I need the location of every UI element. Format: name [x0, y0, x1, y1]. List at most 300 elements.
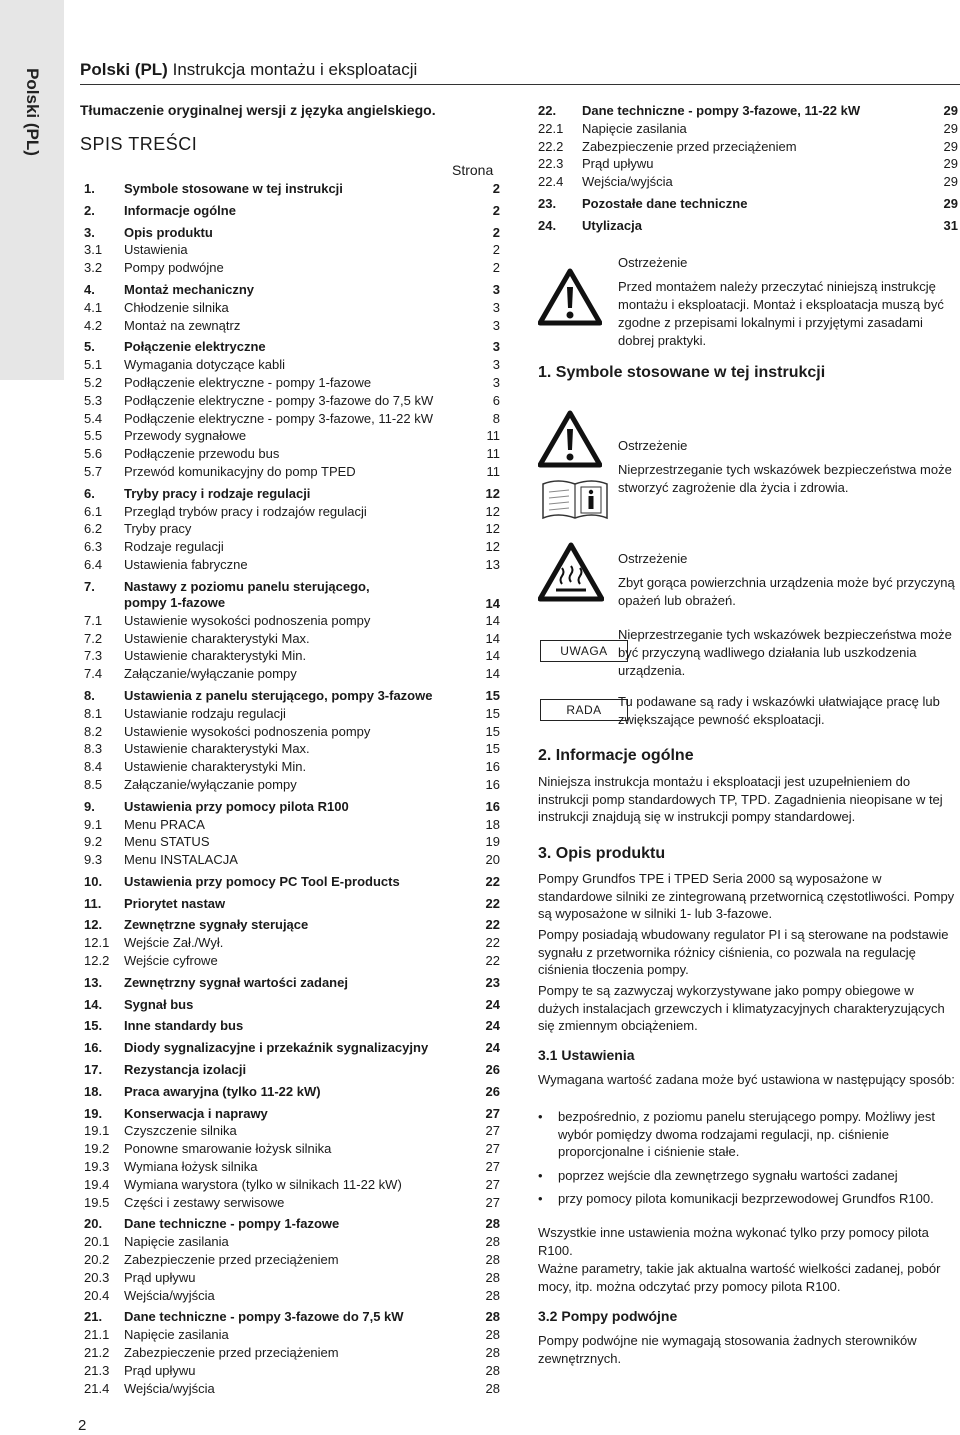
toc-entry: [80, 281, 500, 299]
toc-entry-title: Ustawienia: [124, 242, 188, 258]
toc-entry-title: Wymiana warystora (tylko w silnikach 11-22 kW): [124, 1176, 402, 1192]
toc-entry-page: 14: [485, 648, 500, 664]
toc-entry-num: 6.: [84, 485, 95, 501]
toc-entry-page: 14: [485, 612, 500, 628]
toc-entry-num: 22.4: [538, 174, 564, 190]
toc-entry-page: 29: [943, 120, 958, 136]
toc-entry-num: 11.: [84, 895, 102, 911]
rada-text: Tu podawane są rady i wskazówki ułatwiające pracę lub zwiększające pewność eksploatacji.: [618, 694, 940, 727]
list-item: • poprzez wejście dla zewnętrzego sygnału wartości zadanej: [538, 1167, 958, 1185]
toc-entry-title: Informacje ogólne: [124, 202, 236, 218]
toc-entry-title: Prąd upływu: [582, 156, 654, 172]
toc-entry-title: Ustawienia fabryczne: [124, 556, 248, 572]
toc-entry: [80, 612, 500, 630]
toc-entry-num: 12.: [84, 917, 103, 933]
toc-entry-page: 14: [485, 666, 500, 682]
toc-entry-page: 22: [485, 953, 500, 969]
toc-entry-num: 22.1: [538, 120, 564, 136]
toc-entry: [80, 463, 500, 481]
toc-entry-page: 3: [492, 281, 500, 297]
toc-entry-num: 19.3: [84, 1159, 110, 1175]
toc-entry-num: 12.1: [84, 935, 110, 951]
toc-entry-title: Montaż na zewnątrz: [124, 317, 241, 333]
section-3-paragraph-3: Pompy te są zazwyczaj wykorzystywane jako pompy obiegowe w dużych instalacjach grzewczych i klimatyzacyjnych charakteryzujących się zmiennym obciążeniem.: [538, 983, 945, 1033]
toc-entry-num: 21.1: [84, 1327, 110, 1343]
toc-entry-num: 9.3: [84, 852, 103, 868]
toc-entry: [80, 1061, 500, 1079]
toc-entry-num: 7.2: [84, 630, 103, 646]
toc-entry-num: 6.4: [84, 556, 103, 572]
toc-entry-title: Wejście Zał./Wył.: [124, 935, 224, 951]
toc-entry-title: Praca awaryjna (tylko 11-22 kW): [124, 1083, 321, 1099]
toc-entry: [80, 410, 500, 428]
toc-page-header: Strona: [452, 162, 494, 178]
toc-entry-page: 26: [485, 1083, 500, 1099]
toc-entry-num: 10.: [84, 873, 103, 889]
toc-entry-page: 11: [486, 446, 500, 462]
toc-entry-num: 4.: [84, 281, 95, 297]
toc-entry-page: 3: [492, 374, 500, 390]
toc-entry-page: 2: [492, 260, 500, 276]
table-of-contents-left: [80, 180, 500, 1397]
toc-entry-page: 27: [485, 1141, 500, 1157]
toc-entry-title: Ustawianie rodzaju regulacji: [124, 705, 286, 721]
toc-entry-page: 28: [485, 1234, 500, 1250]
toc-entry-page: 3: [492, 357, 500, 373]
toc-entry-title: Symbole stosowane w tej instrukcji: [124, 181, 343, 196]
toc-entry-title: Podłączenie przewodu bus: [124, 446, 280, 462]
toc-entry-page: 12: [485, 485, 500, 501]
section-3-2-text: Pompy podwójne nie wymagają stosowania żadnych sterowników zewnętrznych.: [538, 1333, 917, 1366]
toc-entry-title: Przewody sygnałowe: [124, 428, 247, 444]
toc-entry-page: 29: [943, 195, 958, 211]
toc-entry: [80, 317, 500, 335]
toc-entry-num: 5.3: [84, 392, 103, 408]
toc-entry-title: Rezystancja izolacji: [124, 1062, 247, 1078]
toc-entry: [80, 299, 500, 317]
toc-entry: [80, 776, 500, 794]
toc-entry: [80, 851, 500, 869]
toc-entry-num: 7.: [84, 578, 95, 594]
page-number: 2: [78, 1417, 87, 1434]
toc-entry: [80, 180, 500, 198]
toc-entry-num: 21.2: [84, 1345, 110, 1361]
toc-entry: [80, 996, 500, 1014]
toc-entry: [80, 485, 500, 503]
toc-entry-page: 19: [485, 834, 500, 850]
toc-entry-page: 28: [485, 1380, 500, 1396]
toc-entry: [80, 520, 500, 538]
warning-text: Nieprzestrzeganie tych wskazówek bezpieczeństwa może stworzyć zagrożenie dla życia i zdrowia.: [618, 462, 952, 495]
toc-entry-num: 24.: [538, 217, 557, 233]
toc-entry-num: 16.: [84, 1040, 103, 1056]
toc-entry: [80, 816, 500, 834]
toc-entry: [80, 427, 500, 445]
toc-entry: [538, 195, 958, 213]
toc-entry-num: 9.1: [84, 816, 103, 832]
toc-entry-title: Napięcie zasilania: [124, 1234, 229, 1250]
toc-entry-page: 28: [485, 1269, 500, 1285]
toc-entry-title: Podłączenie elektryczne - pompy 1-fazowe: [124, 374, 372, 390]
section-3-2-title: 3.2 Pompy podwójne: [538, 1308, 678, 1324]
toc-entry: [80, 1105, 500, 1123]
toc-entry-num: 8.2: [84, 723, 103, 739]
toc-entry: [538, 173, 958, 191]
toc-entry: [80, 241, 500, 259]
toc-entry-title: Ustawienie charakterystyki Min.: [124, 648, 307, 664]
section-1-title: 1. Symbole stosowane w tej instrukcji: [538, 364, 826, 381]
toc-entry: [80, 224, 500, 242]
toc-entry-title: Rodzaje regulacji: [124, 539, 224, 555]
toc-entry-page: 12: [485, 521, 500, 537]
toc-entry-num: 7.3: [84, 648, 103, 664]
toc-entry-title: Ustawienia przy pomocy pilota R100: [124, 798, 349, 814]
toc-entry: [80, 1140, 500, 1158]
toc-entry-page: 20: [485, 852, 500, 868]
toc-entry-page: 24: [485, 1018, 500, 1034]
toc-entry-page: 16: [485, 776, 500, 792]
toc-entry-num: 20.3: [84, 1269, 110, 1285]
toc-entry: [80, 556, 500, 574]
toc-entry: [80, 952, 500, 970]
toc-entry-num: 5.2: [84, 374, 103, 390]
toc-entry-num: 12.2: [84, 953, 110, 969]
section-3-1-paragraph-2: Ważne parametry, takie jak aktualna wartość wielkości zadanej, pobór mocy, itp. można odczytać przy pomocy pilota R100.: [538, 1261, 941, 1294]
toc-entry-num: 5.7: [84, 463, 103, 479]
toc-entry-num: 9.: [84, 798, 95, 814]
toc-entry-num: 19.1: [84, 1123, 110, 1139]
toc-entry-num: 7.1: [84, 612, 103, 628]
toc-entry-num: 21.3: [84, 1362, 110, 1378]
toc-entry: [80, 723, 500, 741]
toc-entry-page: 2: [492, 181, 500, 196]
toc-entry-num: 8.1: [84, 705, 103, 721]
toc-entry-title: Konserwacja i naprawy: [124, 1105, 268, 1121]
table-of-contents-right: [538, 102, 958, 235]
toc-entry-page: 27: [485, 1123, 500, 1139]
toc-entry-num: 17.: [84, 1062, 103, 1078]
toc-entry-page: 28: [485, 1327, 500, 1343]
toc-entry: [80, 758, 500, 776]
toc-entry-page: 14: [485, 595, 500, 611]
toc-entry-page: 28: [485, 1362, 500, 1378]
toc-entry-title: Nastawy z poziomu panelu sterującego, pompy 1-fazowe: [124, 578, 370, 610]
toc-entry-page: 23: [485, 974, 500, 990]
toc-entry: [80, 1380, 500, 1398]
toc-entry-title: Ustawienia z panelu sterującego, pompy 3-fazowe: [124, 687, 433, 703]
toc-entry-num: 5.5: [84, 428, 103, 444]
toc-entry: [80, 1269, 500, 1287]
rada-tag: RADA: [540, 699, 628, 721]
toc-entry-page: 28: [485, 1309, 500, 1325]
toc-entry: [80, 833, 500, 851]
toc-entry: [80, 974, 500, 992]
toc-entry: [80, 338, 500, 356]
toc-entry-page: 3: [492, 317, 500, 333]
toc-entry-title: Priorytet nastaw: [124, 895, 226, 911]
toc-entry: [80, 202, 500, 220]
toc-entry: [80, 916, 500, 934]
toc-entry: [80, 445, 500, 463]
section-3-paragraph-1: Pompy Grundfos TPE i TPED Seria 2000 są wyposażone w standardowe silniki ze zintegrowaną przetwornicą częstotliwości. Pompy są wyposażone w silniki 1- lub 3-fazowe.: [538, 871, 955, 921]
toc-entry-page: 8: [492, 410, 500, 426]
toc-entry-title: Podłączenie elektryczne - pompy 3-fazowe, 11-22 kW: [124, 410, 434, 426]
toc-entry: [538, 217, 958, 235]
toc-entry-page: 31: [943, 217, 958, 233]
toc-entry-page: 22: [485, 873, 500, 889]
toc-entry-title: Wejścia/wyjścia: [124, 1380, 215, 1396]
toc-entry: [80, 798, 500, 816]
toc-entry-title: Menu STATUS: [124, 834, 210, 850]
toc-entry: [80, 687, 500, 705]
toc-entry-page: 6: [492, 392, 500, 408]
toc-entry-title: Napięcie zasilania: [124, 1327, 229, 1343]
toc-entry-page: 12: [485, 539, 500, 555]
toc-entry-title: Tryby pracy i rodzaje regulacji: [124, 485, 311, 501]
toc-entry: [80, 1017, 500, 1035]
warning-label: Ostrzeżenie: [618, 551, 688, 566]
toc-entry-page: 29: [943, 138, 958, 154]
toc-entry-num: 7.4: [84, 666, 103, 682]
toc-entry-title: Wejścia/wyjścia: [124, 1287, 215, 1303]
toc-entry: [80, 259, 500, 277]
language-side-label: Polski (PL): [23, 68, 42, 156]
toc-entry-page: 14: [485, 630, 500, 646]
toc-entry-page: 15: [485, 705, 500, 721]
read-manual-icon: [540, 478, 610, 522]
toc-entry-page: 26: [485, 1062, 500, 1078]
toc-entry-page: 28: [485, 1216, 500, 1232]
toc-entry-title: Prąd upływu: [124, 1269, 196, 1285]
toc-entry-num: 21.: [84, 1309, 103, 1325]
toc-entry: [538, 155, 958, 173]
toc-entry-title: Menu INSTALACJA: [124, 852, 238, 868]
toc-entry-page: 2: [492, 224, 500, 240]
toc-entry: [80, 1215, 500, 1233]
toc-entry-num: 22.3: [538, 156, 564, 172]
toc-entry-page: 22: [485, 935, 500, 951]
toc-entry-title: Ustawienia przy pomocy PC Tool E-products: [124, 873, 400, 889]
toc-entry: [80, 356, 500, 374]
toc-entry-num: 5.6: [84, 446, 103, 462]
toc-entry-title: Dane techniczne - pompy 1-fazowe: [124, 1216, 340, 1232]
toc-entry-title: Menu PRACA: [124, 816, 205, 832]
warning-triangle-icon: [538, 268, 602, 326]
toc-entry: [80, 630, 500, 648]
toc-entry-num: 5.: [84, 339, 95, 355]
toc-entry-num: 4.1: [84, 299, 103, 315]
toc-entry-title: Zewnętrzny sygnał wartości zadanej: [124, 974, 348, 990]
toc-entry-title: Zabezpieczenie przed przeciążeniem: [124, 1252, 339, 1268]
toc-entry-num: 8.: [84, 687, 95, 703]
toc-entry-num: 5.4: [84, 410, 103, 426]
header-title: Instrukcja montażu i eksploatacji: [172, 60, 418, 79]
toc-entry-page: 28: [485, 1287, 500, 1303]
toc-entry-title: Tryby pracy: [124, 521, 192, 537]
toc-entry-num: 8.5: [84, 776, 103, 792]
toc-entry-title: Wymiana łożysk silnika: [124, 1159, 258, 1175]
section-2-title: 2. Informacje ogólne: [538, 747, 694, 764]
toc-entry: [80, 705, 500, 723]
toc-entry-num: 20.4: [84, 1287, 110, 1303]
toc-entry-page: 13: [485, 556, 500, 572]
toc-entry-num: 4.2: [84, 317, 103, 333]
toc-entry-title: Sygnał bus: [124, 996, 194, 1012]
toc-entry-title: Ponowne smarowanie łożysk silnika: [124, 1141, 332, 1157]
toc-entry-title: Ustawienie wysokości podnoszenia pompy: [124, 723, 371, 739]
toc-entry-num: 2.: [84, 202, 95, 218]
toc-entry-page: 29: [943, 156, 958, 172]
toc-entry: [80, 1194, 500, 1212]
toc-entry-num: 19.: [84, 1105, 103, 1121]
toc-entry-title: Pompy podwójne: [124, 260, 224, 276]
toc-entry: [538, 120, 958, 138]
toc-entry-page: 22: [485, 917, 500, 933]
toc-entry: [80, 1287, 500, 1305]
toc-entry: [80, 1308, 500, 1326]
header-divider: [80, 84, 960, 85]
section-2-text: Niniejsza instrukcja montażu i eksploatacji jest uzupełnieniem do instrukcji pomp standardowych TP, TPD. Zagadnienia nieopisane w tej instrukcji znajdują się w instrukcji pompy standardowej.: [538, 774, 943, 824]
toc-entry-num: 6.2: [84, 521, 103, 537]
section-3-title: 3. Opis produktu: [538, 845, 666, 862]
toc-entry-num: 1.: [84, 181, 95, 196]
toc-entry-title: Ustawienie charakterystyki Min.: [124, 759, 307, 775]
toc-entry-num: 8.3: [84, 741, 103, 757]
toc-entry: [80, 503, 500, 521]
hot-surface-icon: [538, 542, 604, 602]
toc-entry-title: Diody sygnalizacyjne i przekaźnik sygnalizacyjny: [124, 1040, 429, 1056]
toc-entry-page: 29: [943, 174, 958, 190]
toc-entry: [80, 392, 500, 410]
toc-entry-num: 13.: [84, 974, 103, 990]
toc-entry-num: 3.: [84, 224, 95, 240]
toc-entry-title: Zewnętrzne sygnały sterujące: [124, 917, 309, 933]
toc-entry-title: Czyszczenie silnika: [124, 1123, 237, 1139]
toc-entry-title: Zabezpieczenie przed przeciążeniem: [124, 1345, 339, 1361]
toc-entry-page: 24: [485, 1040, 500, 1056]
section-3-1-title: 3.1 Ustawienia: [538, 1047, 635, 1063]
toc-entry-title: Podłączenie elektryczne - pompy 3-fazowe do 7,5 kW: [124, 392, 434, 408]
toc-entry-num: 20.: [84, 1216, 103, 1232]
toc-entry-num: 6.1: [84, 503, 103, 519]
toc-entry-page: 27: [485, 1105, 500, 1121]
warning-text: Przed montażem należy przeczytać niniejszą instrukcję montażu i eksploatacji. Montaż i eksploatacja muszą być zgodne z przepisami lokalnymi i przyjętymi zasadami dobrej praktyki.: [618, 279, 944, 348]
toc-entry-page: 3: [492, 339, 500, 355]
toc-entry: [80, 538, 500, 556]
toc-entry-title: Ustawienie charakterystyki Max.: [124, 741, 310, 757]
toc-entry-page: 27: [485, 1159, 500, 1175]
toc-entry: [538, 102, 958, 120]
language-side-tab: [0, 0, 64, 380]
toc-entry-page: 27: [485, 1176, 500, 1192]
translation-note: Tłumaczenie oryginalnej wersji z języka angielskiego.: [80, 102, 436, 118]
toc-entry-page: 24: [485, 996, 500, 1012]
toc-entry-num: 14.: [84, 996, 103, 1012]
toc-entry-title: Inne standardy bus: [124, 1018, 244, 1034]
toc-entry-page: 11: [486, 463, 500, 479]
toc-entry-page: 27: [485, 1194, 500, 1210]
toc-entry-title: Napięcie zasilania: [582, 120, 687, 136]
toc-entry-page: 22: [485, 895, 500, 911]
toc-entry-page: 2: [492, 242, 500, 258]
toc-entry-page: 11: [486, 428, 500, 444]
toc-entry-num: 22.: [538, 103, 557, 118]
toc-entry: [80, 1122, 500, 1140]
toc-entry: [80, 1158, 500, 1176]
toc-entry-num: 6.3: [84, 539, 103, 555]
toc-entry-num: 21.4: [84, 1380, 110, 1396]
toc-entry: [80, 1344, 500, 1362]
toc-entry-page: 18: [485, 816, 500, 832]
toc-entry-title: Przegląd trybów pracy i rodzajów regulacji: [124, 503, 367, 519]
toc-entry-title: Opis produktu: [124, 224, 213, 240]
toc-entry-title: Połączenie elektryczne: [124, 339, 266, 355]
toc-entry-title: Prąd upływu: [124, 1362, 196, 1378]
toc-entry-title: Ustawienie wysokości podnoszenia pompy: [124, 612, 371, 628]
toc-entry: [80, 934, 500, 952]
toc-entry-num: 23.: [538, 195, 557, 211]
toc-entry-page: 2: [492, 202, 500, 218]
section-3-1-paragraph-1: Wszystkie inne ustawienia można wykonać tylko przy pomocy pilota R100.: [538, 1225, 929, 1258]
toc-entry-title: Montaż mechaniczny: [124, 281, 255, 297]
toc-entry-num: 18.: [84, 1083, 103, 1099]
toc-entry-page: 12: [485, 503, 500, 519]
toc-entry-title: Utylizacja: [582, 217, 642, 233]
page-header: [80, 60, 417, 80]
toc-entry-num: 20.2: [84, 1252, 110, 1268]
list-item: • bezpośrednio, z poziomu panelu sterującego pompy. Możliwy jest wybór pomiędzy dwoma rodzajami regulacji, np. ciśnienie proporcjonalne i ciśnienie stałe.: [538, 1108, 958, 1161]
toc-entry: [80, 740, 500, 758]
toc-entry-title: Załączanie/wyłączanie pompy: [124, 666, 297, 682]
toc-entry: [80, 873, 500, 891]
warning-label: Ostrzeżenie: [618, 438, 688, 453]
header-language: Polski (PL): [80, 60, 168, 79]
uwaga-text: Nieprzestrzeganie tych wskazówek bezpieczeństwa może być przyczyną wadliwego działania lub uszkodzenia urządzenia.: [618, 627, 952, 678]
list-item: • przy pomocy pilota komunikacji bezprzewodowej Grundfos R100.: [538, 1190, 958, 1208]
warning-label: Ostrzeżenie: [618, 255, 688, 270]
toc-entry-title: Części i zestawy serwisowe: [124, 1194, 285, 1210]
toc-entry: [80, 647, 500, 665]
toc-entry: [80, 1251, 500, 1269]
toc-entry-num: 3.1: [84, 242, 103, 258]
toc-entry: [80, 1362, 500, 1380]
toc-entry: [80, 1176, 500, 1194]
toc-entry-num: 20.1: [84, 1234, 110, 1250]
toc-entry-page: 28: [485, 1345, 500, 1361]
section-3-1-intro: Wymagana wartość zadana może być ustawiona w następujący sposób:: [538, 1072, 955, 1087]
toc-entry-title: Dane techniczne - pompy 3-fazowe, 11-22 kW: [582, 103, 861, 118]
toc-entry: [80, 1039, 500, 1057]
toc-entry: [80, 1326, 500, 1344]
toc-entry: [80, 1233, 500, 1251]
toc-entry-num: 19.5: [84, 1194, 110, 1210]
toc-entry-num: 15.: [84, 1018, 103, 1034]
toc-entry-page: 15: [485, 687, 500, 703]
toc-entry-title: Zabezpieczenie przed przeciążeniem: [582, 138, 797, 154]
toc-title: SPIS TREŚCI: [80, 134, 198, 154]
toc-entry-num: 5.1: [84, 357, 103, 373]
toc-entry-num: 3.2: [84, 260, 103, 276]
toc-entry-title: Wejście cyfrowe: [124, 953, 218, 969]
toc-entry-title: Dane techniczne - pompy 3-fazowe do 7,5 kW: [124, 1309, 404, 1325]
toc-entry-page: 15: [485, 741, 500, 757]
toc-entry: [80, 1083, 500, 1101]
toc-entry-title: Przewód komunikacyjny do pomp TPED: [124, 463, 356, 479]
warning-triangle-icon: [538, 410, 602, 468]
toc-entry-num: 19.4: [84, 1176, 110, 1192]
toc-entry-page: 3: [492, 299, 500, 315]
toc-entry-page: 16: [485, 798, 500, 814]
